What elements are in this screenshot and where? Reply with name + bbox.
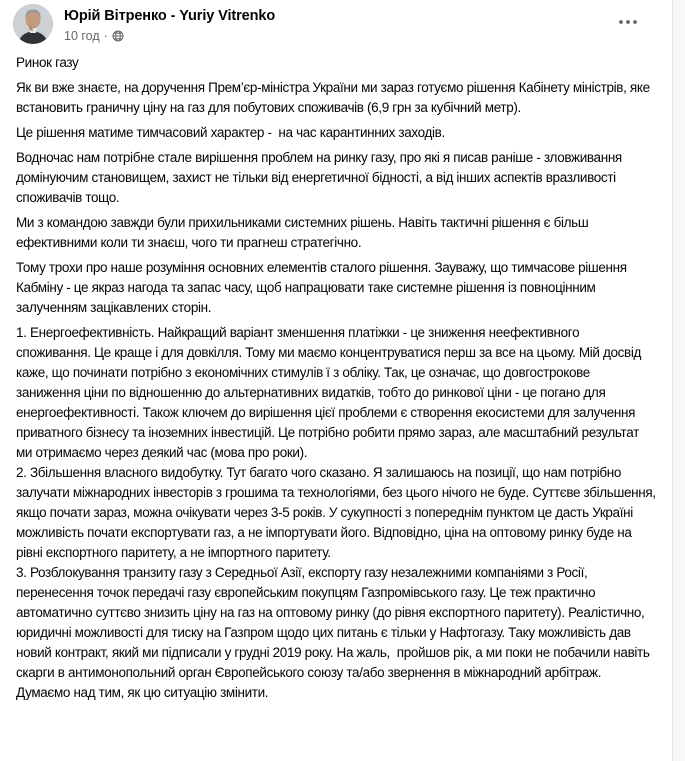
author-name[interactable]: Юрій Вітренко - Yuriy Vitrenko	[64, 8, 276, 24]
post-paragraph: Тому трохи про наше розуміння основних елементів сталого рішення. Зауважу, що тимчасове рішення Кабміну - це якраз нагода та запас часу, щоб напрацювати таке системне рішення із повноцінним залученням зацікавлених сторін.	[16, 260, 631, 315]
post-paragraph: 2. Збільшення власного видобутку. Тут багато чого сказано. Я залишаюсь на позиції, що нам потрібно залучати міжнародних інвесторів з грошима та технологіями, без цього нічого не буде. Суттєве збільшення, якщо почати зараз, можна очікувати через 3-5 років. У сукупності з попереднім пунктом це дасть Україні можливість почати експортувати газ, а не імпортувати його. Відповідно, ціна на оптовому ринку буде на рівні експортного паритету, а не імпортного паритету.	[16, 465, 660, 560]
post-text	[0, 53, 672, 703]
post-paragraph: 3. Розблокування транзиту газу з Середньої Азії, експорту газу незалежними компаніями з Росії, перенесення точок передачі газу європейським покупцям Газпромівського газу. Це теж практично автоматично суттєво знизить ціну на газ на оптовому ринку (до рівня експортного паритету). Реалістично, юридичні можливості для тиску на Газпром щодо цих питань є тільки у Нафтогазу. Таку можливість дав новий контракт, який ми підписали у грудні 2019 року. На жаль, пройшов рік, а ми поки не побачили навіть скарги в антимонопольний орган Європейського союзу та/або звернення в міжнародний арбітраж. Думаємо над тим, як цю ситуацію змінити.	[16, 565, 653, 700]
avatar[interactable]	[13, 4, 53, 44]
post-paragraph: Ринок газу	[16, 55, 79, 70]
meta-separator: ·	[103, 29, 108, 43]
post-menu-button[interactable]	[612, 12, 644, 32]
post-paragraph: 1. Енергоефективність. Найкращий варіант зменшення платіжки - це зниження неефективного споживання. Це краще і для довкілля. Тому ми маємо концентруватися перш за все на цьому. Мій досвід каже, що починати потрібно з економічних стимулів ї з обліку. Так, це означає, що довгострокове заниження ціни по відношенню до альтернативних видатків, тобто до ринкової ціни - це погано для енергоефективності. Також ключем до вирішення цієї проблеми є створення екосистеми для залучення приватного бізнесу та іноземних інвестицій. Це потрібно робити прямо зараз, але масштабний результат ми отримаємо через деякий час (мова про роки).	[16, 325, 645, 460]
post-paragraph: Як ви вже знаєте, на доручення Прем’єр-міністра України ми зараз готуємо рішення Кабінету міністрів, яке встановить граничну ціну на газ для побутових споживачів (6,9 грн за кубічний метр).	[16, 80, 654, 115]
post-paragraph: Водночас нам потрібне стале вирішення проблем на ринку газу, про які я писав раніше - зловживання домінуючим становищем, захист не тільки від енергетичної бідності, а від інших аспектів вразливості споживачів тощо.	[16, 150, 626, 205]
post-meta-row	[64, 28, 275, 44]
post-header	[0, 0, 672, 44]
header-meta	[64, 4, 275, 44]
ellipsis-icon	[618, 19, 638, 25]
avatar-photo	[13, 4, 53, 44]
post-paragraph: Це рішення матиме тимчасовий характер - на час карантинних заходів.	[16, 125, 445, 140]
post-paragraph: Ми з командою завжди були прихильниками системних рішень. Навіть тактичні рішення є більш ефективними коли ти знаєш, чого ти прагнеш стратегічно.	[16, 215, 592, 250]
timestamp[interactable]: 10 год	[64, 29, 100, 43]
globe-icon	[112, 30, 124, 42]
